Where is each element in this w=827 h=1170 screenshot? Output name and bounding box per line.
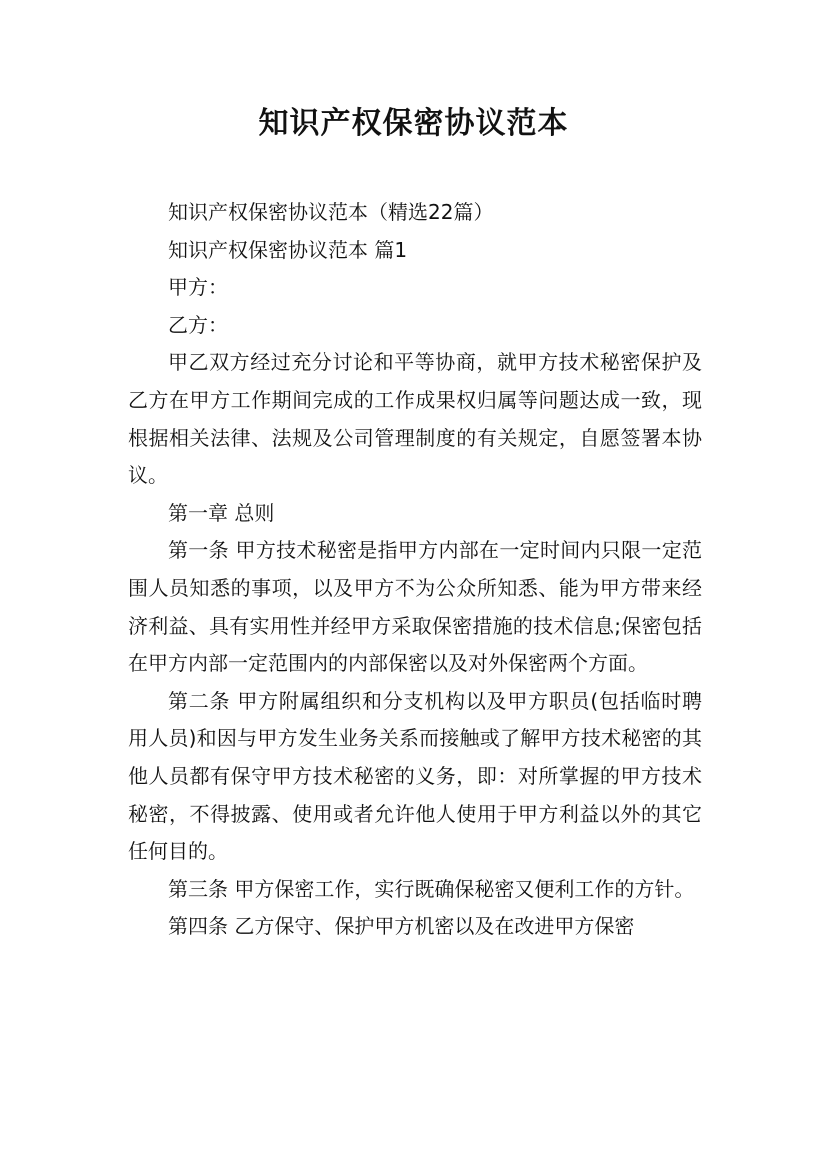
document-body <box>128 194 702 946</box>
paragraph-article-2: 第二条 甲方附属组织和分支机构以及甲方职员(包括临时聘用人员)和因与甲方发生业务关系而接触或了解甲方技术秘密的其他人员都有保守甲方技术秘密的义务，即：对所掌握的甲方技术秘密，不得披露、使用或者允许他人使用于甲方利益以外的其它任何目的。 <box>128 688 702 864</box>
paragraph-article-4: 第四条 乙方保守、保护甲方机密以及在改进甲方保密 <box>168 914 635 939</box>
paragraph-section-heading: 知识产权保密协议范本 篇1 <box>168 237 408 262</box>
paragraph-preamble: 甲乙双方经过充分讨论和平等协商，就甲方技术秘密保护及乙方在甲方工作期间完成的工作成果权归属等问题达成一致，现根据相关法律、法规及公司管理制度的有关规定，自愿签署本协议。 <box>128 350 702 488</box>
document-title: 知识产权保密协议范本 <box>258 106 569 141</box>
paragraph-party-b: 乙方： <box>168 312 228 337</box>
paragraph-party-a: 甲方： <box>168 275 228 300</box>
paragraph-article-3: 第三条 甲方保密工作，实行既确保秘密又便利工作的方针。 <box>168 876 695 901</box>
paragraph-subtitle: 知识产权保密协议范本（精选22篇） <box>168 200 494 224</box>
paragraph-chapter-heading: 第一章 总则 <box>168 500 275 525</box>
paragraph-article-1: 第一条 甲方技术秘密是指甲方内部在一定时间内只限一定范围人员知悉的事项，以及甲方不为公众所知悉、能为甲方带来经济利益、具有实用性并经甲方采取保密措施的技术信息;保密包括在甲方内部一定范围内的内部保密以及对外保密两个方面。 <box>128 538 702 676</box>
